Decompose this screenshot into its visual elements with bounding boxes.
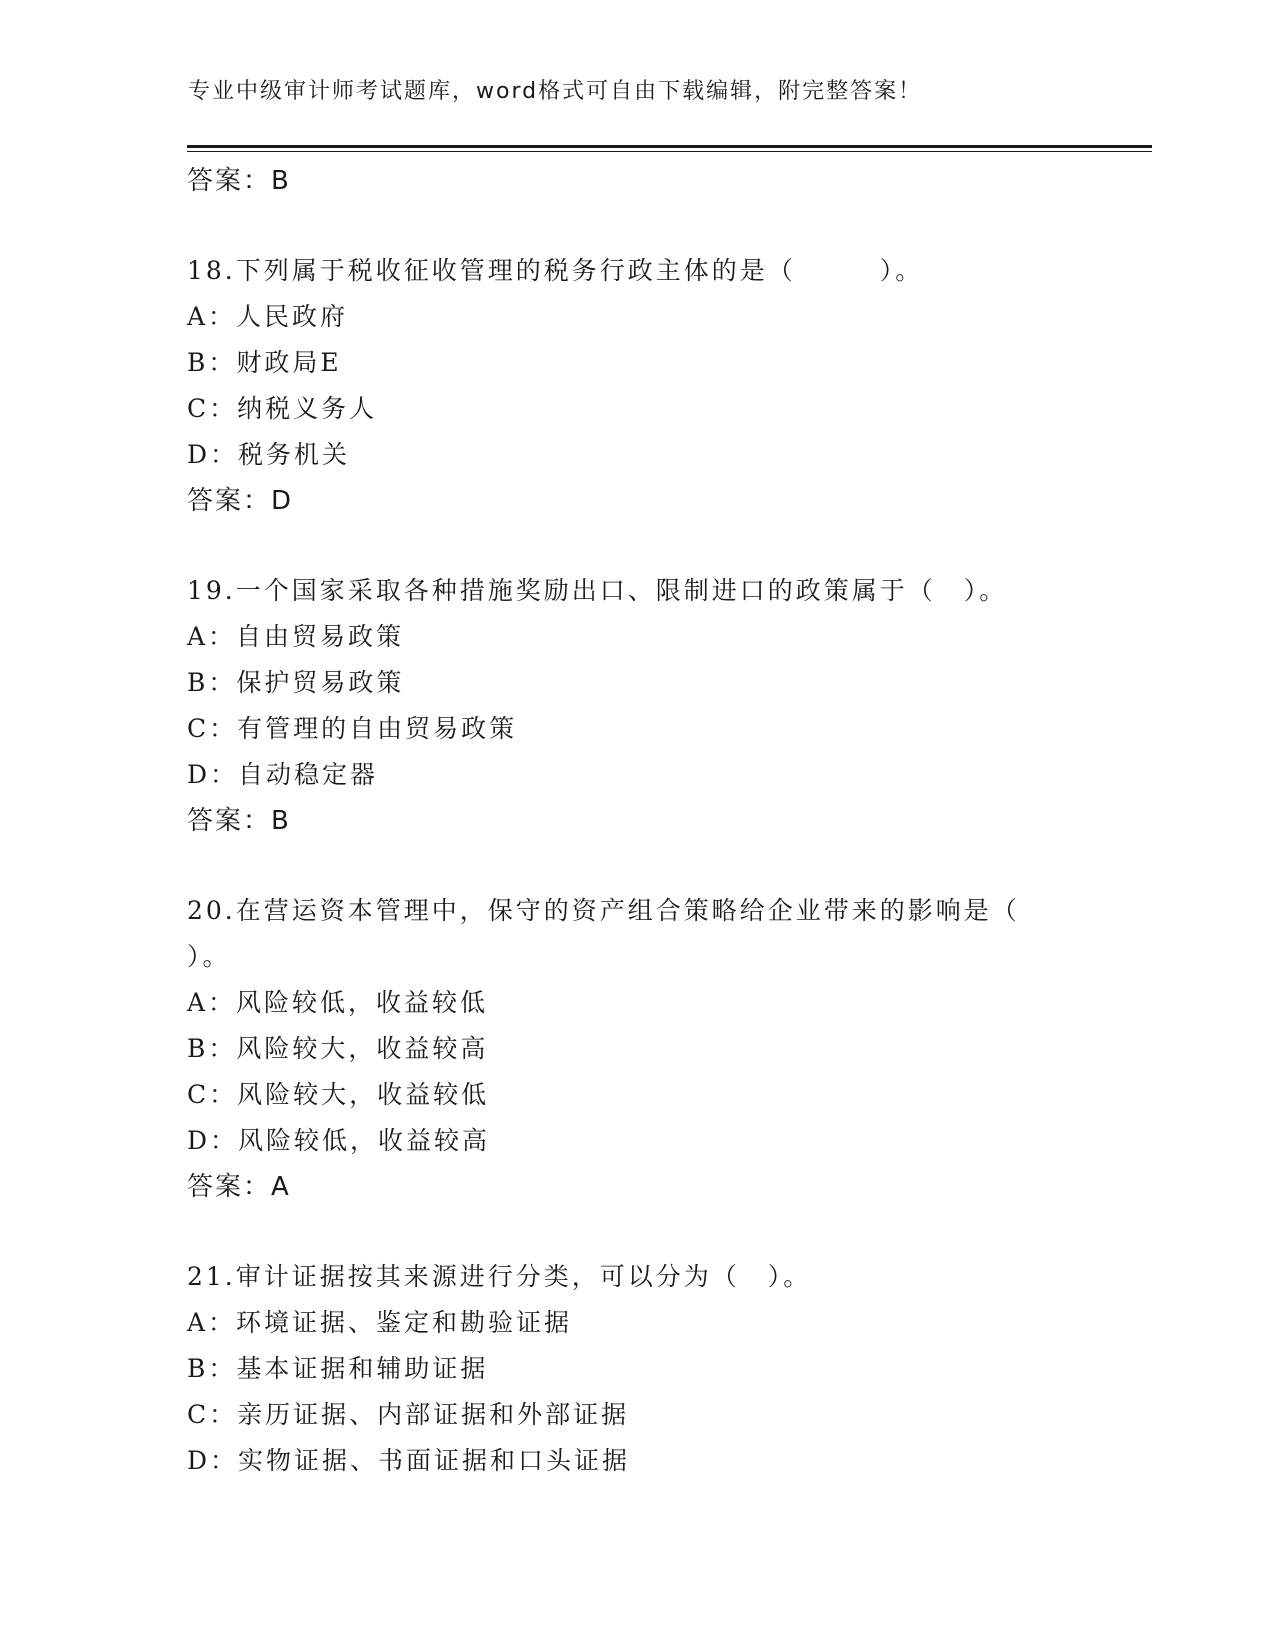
- option-a: A：风险较低，收益较低: [187, 988, 489, 1017]
- option-d: D：实物证据、书面证据和口头证据: [187, 1446, 631, 1475]
- question-stem-continued: ）。: [187, 942, 231, 971]
- header-rule-thin: [187, 151, 1152, 152]
- option-a: A：环境证据、鉴定和勘验证据: [187, 1308, 573, 1337]
- option-d: D：风险较低，收益较高: [187, 1126, 491, 1155]
- question-list: [187, 158, 1067, 1484]
- option-c: C：有管理的自由贸易政策: [187, 714, 518, 743]
- answer-line: 答案：D: [187, 486, 294, 516]
- option-b: B：保护贸易政策: [187, 668, 405, 697]
- option-c: C：风险较大，收益较低: [187, 1080, 490, 1109]
- answer-line: 答案：B: [187, 166, 291, 196]
- option-d: D：税务机关: [187, 440, 351, 469]
- option-a: A：人民政府: [187, 302, 349, 331]
- question-21: [187, 1254, 1067, 1484]
- option-c: C：纳税义务人: [187, 394, 378, 423]
- question-stem: 18.下列属于税收征收管理的税务行政主体的是（ ）。: [187, 256, 924, 285]
- page-header: 专业中级审计师考试题库，word格式可自由下载编辑，附完整答案！: [188, 79, 923, 104]
- question-20: [187, 888, 1067, 1210]
- question-18: [187, 248, 1067, 524]
- question-19: [187, 568, 1067, 844]
- header-rule-thick: [187, 145, 1152, 148]
- option-b: B：基本证据和辅助证据: [187, 1354, 489, 1383]
- question-stem: 19.一个国家采取各种措施奖励出口、限制进口的政策属于（ ）。: [187, 576, 1008, 605]
- option-a: A：自由贸易政策: [187, 622, 405, 651]
- question-stem: 20.在营运资本管理中，保守的资产组合策略给企业带来的影响是（: [187, 896, 1020, 925]
- option-c: C：亲历证据、内部证据和外部证据: [187, 1400, 630, 1429]
- option-d: D：自动稳定器: [187, 760, 379, 789]
- answer-line: 答案：A: [187, 1172, 291, 1202]
- option-b: B：财政局E: [187, 348, 342, 377]
- answer-line: 答案：B: [187, 806, 291, 836]
- option-b: B：风险较大，收益较高: [187, 1034, 489, 1063]
- question-stem: 21.审计证据按其来源进行分类，可以分为（ ）。: [187, 1262, 812, 1291]
